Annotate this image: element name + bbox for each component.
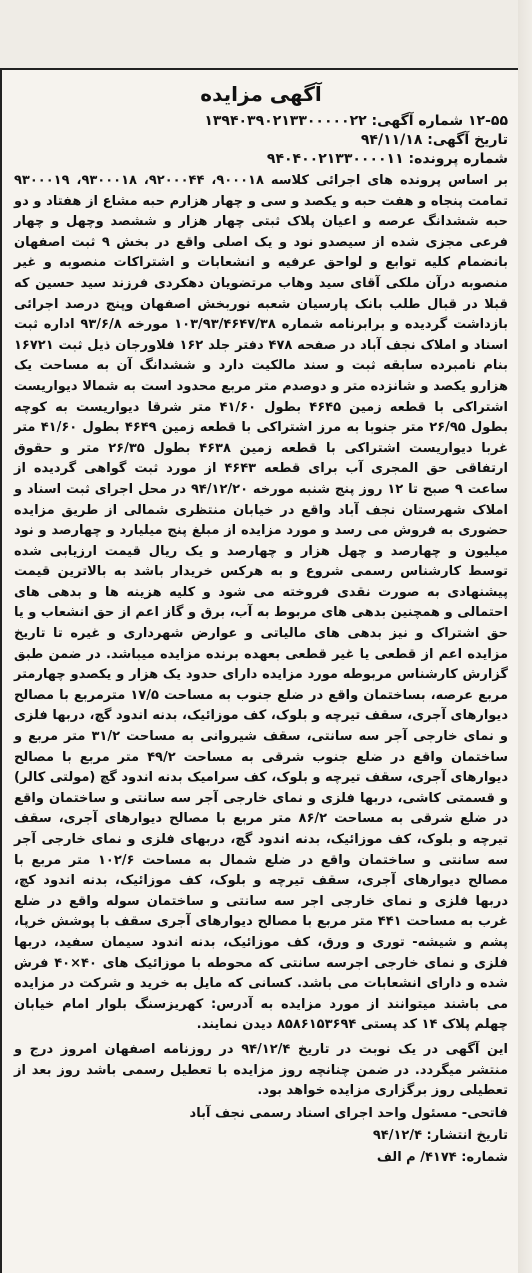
notice-title: آگهی مزایده bbox=[200, 82, 322, 106]
notice-body-paragraph: بر اساس پرونده های اجرائی کلاسه ۹۰۰۰۱۸، ۹۲۰۰۰۴۴، ۹۳۰۰۰۱۸، ۹۳۰۰۰۱۹ تمامت پنجاه و هفت حبه و یکصد و سی و چهار هزارم حبه مشاع از هفتاد و دو حبه ششدانگ عرصه و اعیان پلاک ثبتی چهار هزار و ششصد وچهل و چهار فرعی مجزی شده از سیصدو نود و یک اصلی واقع در بخش ۹ ثبت اصفهان بانضمام کلیه توابع و لواحق عرفیه و انشعابات و اشتراکات منصوبه و غیر منصوبه درآن ملکی آقای سید وهاب مرتضویان دهکردی فرزند سید حسین که قبلا در قبال طلب بانک پارسیان شعبه نوربخش اصفهان وپنج درصد اجرائی بازداشت گردیده و برابرنامه شماره ۱۰۳/۹۳/۴۶۴۷/۳۸ مورخه ۹۳/۶/۸ اداره ثبت اسناد و املاک نجف آباد در صفحه ۴۷۸ دفتر جلد ۱۶۲ فلاورجان ذیل ثبت ۱۶۷۲۱ بنام نامبرده سابقه ثبت و سند مالکیت دارد و ششدانگ آن به مساحت یک هزارو یکصد و شانزده متر و دوصدم متر مربع محدود است به شمالا دیواریست اشتراکی با قطعه زمین ۴۶۴۵ بطول ۴۱/۶۰ متر شرقا دیواریست به کوچه بطول ۲۶/۹۵ متر جنوبا به مرز اشتراکی با قطعه زمین ۴۶۴۹ بطول ۴۱/۶۰ متر غربا دیواریست اشتراکی با قطعه زمین ۴۶۳۸ بطول ۲۶/۳۵ متر و حقوق ارتفاقی حق المجری آب برای قطعه ۴۶۴۳ از مورد ثبت گواهی گردیده از ساعت ۹ صبح تا ۱۲ روز پنج شنبه مورخه ۹۴/۱۲/۲۰ در محل اجرای ثبت اسناد و املاک شهرستان نجف آباد واقع در خیابان منتظری شمالی از طریق مزایده حضوری به فروش می رسد و مورد مزایده از مبلغ پنج میلیارد و چهارصد و نود میلیون و چهارصد و چهل هزار و چهارصد و یک ریال قیمت ارزیابی شده توسط کارشناس رسمی شروع و به هرکس خریدار باشد به بالاترین قیمت پیشنهادی به صورت نقدی فروخته می شود و کلیه هزینه ها و بدهی های احتمالی و همچنین بدهی های مربوط به آب، برق و گاز اعم از حق انشعاب و یا حق اشتراک و نیز بدهی های مالیاتی و عوارض شهرداری و غیره تا تاریخ مزایده اعم از قطعی یا غیر قطعی بعهده برنده مزایده میباشد. در ضمن طبق گزارش کارشناس مربوطه مورد مزایده دارای حدود یک هزار و یکصدو چهارمتر مربع عرصه، بساختمان واقع در ضلع جنوب به مساحت ۱۷/۵ مترمربع با مصالح دیوارهای آجری، سقف تیرچه و بلوک، کف موزائیک، بدنه اندود گچ، دربها فلزی و نمای خارجی آجر سه سانتی، سقف شیروانی به مساحت ۳۱/۲ متر مربع و ساختمان واقع در ضلع جنوب شرقی به مساحت ۴۹/۲ متر مربع با مصالح دیوارهای آجری، سقف تیرچه و بلوک، کف سرامیک بدنه اندود گچ (مولتی کالر) و قسمتی کاشی، دربها فلزی و نمای خارجی آجر سه سانتی و ساختمان واقع در ضلع شرقی به مساحت ۸۶/۲ متر مربع با مصالح دیوارهای آجری، سقف تیرچه و بلوک، کف موزائیک، بدنه اندود گچ، دربهای فلزی و نمای خارجی آجر سه سانتی و ساختمان واقع در ضلع شمال به مساحت ۱۰۲/۶ متر مربع با مصالح دیوارهای آجری، سقف تیرچه و بلوک، کف موزائیک، بدنه اندود کچ، دربها فلزی و نمای خارجی اجر سه سانتی و ساختمان سوله واقع در ضلع غرب به مساحت ۴۴۱ متر مربع با مصالح دیوارهای آجری سقف با پوشش خرپا، پشم و شیشه- توری و ورق، کف موزائیک، بدنه اندود سیمان سفید، دربها فلزی و نمای خارجی اجرسه سانتی که محوطه با موزائیک های ۴۰×۴۰ فرش شده و دارای انشعابات می باشد. کسانی که مایل به خرید و شرکت در مزایده می باشند میتوانند از مورد مزایده به آدرس: کهریزسنگ بلوار امام خیابان چهلم پلاک ۱۴ کد پستی ۸۵۸۶۱۵۳۶۹۴ دیدن نمایند. bbox=[14, 173, 509, 1033]
reference-number: شماره: ۴۱۷۴/ م الف bbox=[376, 1149, 508, 1165]
case-number-line: شماره پرونده: ۹۴۰۴۰۰۲۱۳۳۰۰۰۰۱۱ bbox=[266, 151, 508, 167]
auction-notice bbox=[0, 68, 518, 1273]
notice-number-line: ۱۲-۵۵ شماره آگهی: ۱۳۹۴۰۳۹۰۲۱۳۳۰۰۰۰۰۲۲ bbox=[204, 113, 508, 129]
publication-note: این آگهی در یک نوبت در تاریخ ۹۴/۱۲/۴ در روزنامه اصفهان امروز درج و منتشر میگردد. در ضمن چنانچه روز مزایده با تعطیل رسمی باشد روز بعد از تعطیلی روز برگزاری مزایده خواهد بود. bbox=[14, 1041, 508, 1099]
publication-date: تاریخ انتشار: ۹۴/۱۲/۴ bbox=[372, 1127, 508, 1143]
notice-date-line: تاریخ آگهی: ۹۴/۱۱/۱۸ bbox=[360, 132, 508, 148]
notice-body bbox=[14, 171, 508, 1036]
scan-edge bbox=[518, 0, 532, 1273]
signature-official: فاتحی- مسئول واحد اجرای اسناد رسمی نجف آباد bbox=[189, 1105, 508, 1121]
